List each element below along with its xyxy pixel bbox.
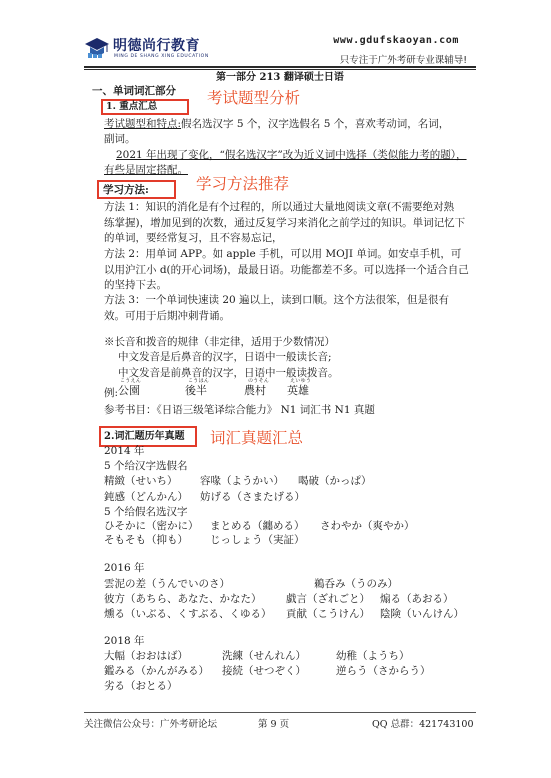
logo-english-name: MING DE SHANG XING EDUCATION <box>114 54 209 59</box>
example-ruby: えいゆう <box>290 378 312 384</box>
method-line: 的单词，要经常复习，且不容易忘记， <box>104 232 283 244</box>
part-title: 第一部分 213 翻译硕士日语 <box>216 72 344 83</box>
vocab-entry: 貢献（こうけん） <box>286 608 370 620</box>
vocab-entry: 洗練（せんれん） <box>222 650 306 662</box>
example-word: 英雄 <box>287 384 309 397</box>
example-ruby: こうえん <box>120 378 142 384</box>
year-2018: 2018 年 <box>104 635 145 647</box>
vocab-entry: 喝破（かっぱ） <box>298 475 372 487</box>
example-ruby: こうはん <box>188 378 210 384</box>
rule-title: ※长音和拨音的规律（非定律，适用于少数情况） <box>104 336 335 348</box>
subheading: 5 个给假名选汉字 <box>104 506 188 518</box>
example-ruby: のうそん <box>248 378 270 384</box>
callout-past-exam-summary: 词汇真题汇总 <box>210 429 304 447</box>
subheading: 5 个给汉字选假名 <box>104 460 188 472</box>
vocab-entry: ひそかに（密かに） <box>104 520 199 532</box>
heading-study-method: 学习方法: <box>103 184 149 196</box>
vocab-entry: 鈍感（どんかん） <box>104 491 188 503</box>
slogan: 只专注于广外考研专业课辅导! <box>339 55 467 66</box>
rule-line-1: 中文发音是后鼻音的汉字，日语中一般读长音; <box>118 351 332 363</box>
reference-books: 参考书目：《日语三级笔译综合能力》 N1 词汇书 N1 真题 <box>104 404 375 416</box>
example-word: 後半 <box>185 384 207 397</box>
exam-change-line-1: 2021 年出现了变化，“假名选汉字”改为近义词中选择（类似能力考的题）， <box>116 149 467 161</box>
vocab-entry: まとめる（纏める） <box>210 520 305 532</box>
method-line: 以用沪江小 d(的开心词场)，最最日语。功能都差不多。可以选择一个适合自己 <box>104 264 469 276</box>
vocab-entry: そもそも（抑も） <box>104 534 188 546</box>
vocab-entry: 接続（せつぞく） <box>222 665 306 677</box>
vocab-entry: 戯言（ざれごと） <box>286 593 370 605</box>
vocab-entry: 鵜呑み（うのみ） <box>314 578 398 590</box>
method-line: 效。可用于后期冲刺背诵。 <box>104 310 230 322</box>
vocab-entry: 精緻（せいち） <box>104 475 178 487</box>
method-line: 方法 1：知识的消化是有个过程的，所以通过大量地阅读文章(不需要绝对熟 <box>104 201 455 213</box>
vocab-entry: 彼方（あちら、あなた、かなた） <box>104 593 262 605</box>
vocab-entry: 陰険（いんけん） <box>380 608 464 620</box>
page-header <box>0 0 551 75</box>
page-number: 第 9 页 <box>258 719 290 730</box>
year-2014: 2014 年 <box>104 445 145 457</box>
exam-features-line-2: 副词。 <box>104 133 136 145</box>
heading-key-summary: 1. 重点汇总 <box>106 101 158 112</box>
vocab-entry: 妨げる（さまたげる） <box>200 491 305 503</box>
exam-features-text: 假名选汉字 5 个，汉字选假名 5 个，喜欢考动词，名词， <box>181 118 450 130</box>
exam-features-label: 考试题型和特点: <box>104 118 182 130</box>
header-rule <box>84 66 476 68</box>
footer-wechat: 关注微信公众号：广外考研论坛 <box>84 719 218 730</box>
footer-rule <box>84 712 476 713</box>
exam-change-line-2: 有些是固定搭配。 <box>104 164 188 176</box>
example-word: 公園 <box>118 384 140 397</box>
vocab-entry: 鑑みる（かんがみる） <box>104 665 209 677</box>
vocab-entry: 煽る（あおる） <box>380 593 454 605</box>
vocab-entry: 幼稚（ようち） <box>336 650 410 662</box>
method-line: 的坚持下去。 <box>104 279 167 291</box>
logo-chinese-name: 明德尚行教育 <box>113 38 200 54</box>
header-rule-thin <box>84 69 476 70</box>
rule-line-2: 中文发音是前鼻音的汉字，日语中一般读拨音。 <box>118 367 339 379</box>
vocab-entry: 逆らう（さからう） <box>336 665 431 677</box>
section-heading-vocabulary: 一、单词词汇部分 <box>92 85 176 97</box>
vocab-entry: 劣る（おとる） <box>104 680 178 692</box>
logo <box>84 34 214 64</box>
exam-features-line-1 <box>104 117 449 131</box>
example-label: 例: <box>104 387 119 399</box>
example-word: 農村 <box>244 384 266 397</box>
vocab-entry: 容喙（ようかい） <box>200 475 284 487</box>
method-line: 方法 2：用单词 APP。如 apple 手机，可以用 MOJI 单词。如安卓手机，可 <box>104 248 462 260</box>
vocab-entry: 雲泥の差（うんでいのさ） <box>104 578 230 590</box>
vocab-entry: さわやか（爽やか） <box>320 520 415 532</box>
vocab-entry: じっしょう（実証） <box>210 534 305 546</box>
heading-past-exams: 2.词汇题历年真题 <box>104 431 185 442</box>
callout-exam-type-analysis: 考试题型分析 <box>207 89 301 107</box>
site-url: www.gdufskaoyan.com <box>333 35 459 46</box>
method-line: 练掌握)，增加见到的次数，通过反复学习来消化之前学过的知识。単词记忆下 <box>104 217 466 229</box>
year-2016: 2016 年 <box>104 562 145 574</box>
vocab-entry: 燻る（いぶる、くすぶる、くゆる） <box>104 608 272 620</box>
vocab-entry: 大幅（おおはば） <box>104 650 188 662</box>
method-line: 方法 3：一个单词快速读 20 遍以上，读到口顺。这个方法很笨，但是很有 <box>104 294 450 306</box>
mortarboard-icon <box>84 36 110 60</box>
callout-study-method: 学习方法推荐 <box>196 175 290 193</box>
footer-qq-group: QQ 总群：421743100 <box>372 719 474 730</box>
